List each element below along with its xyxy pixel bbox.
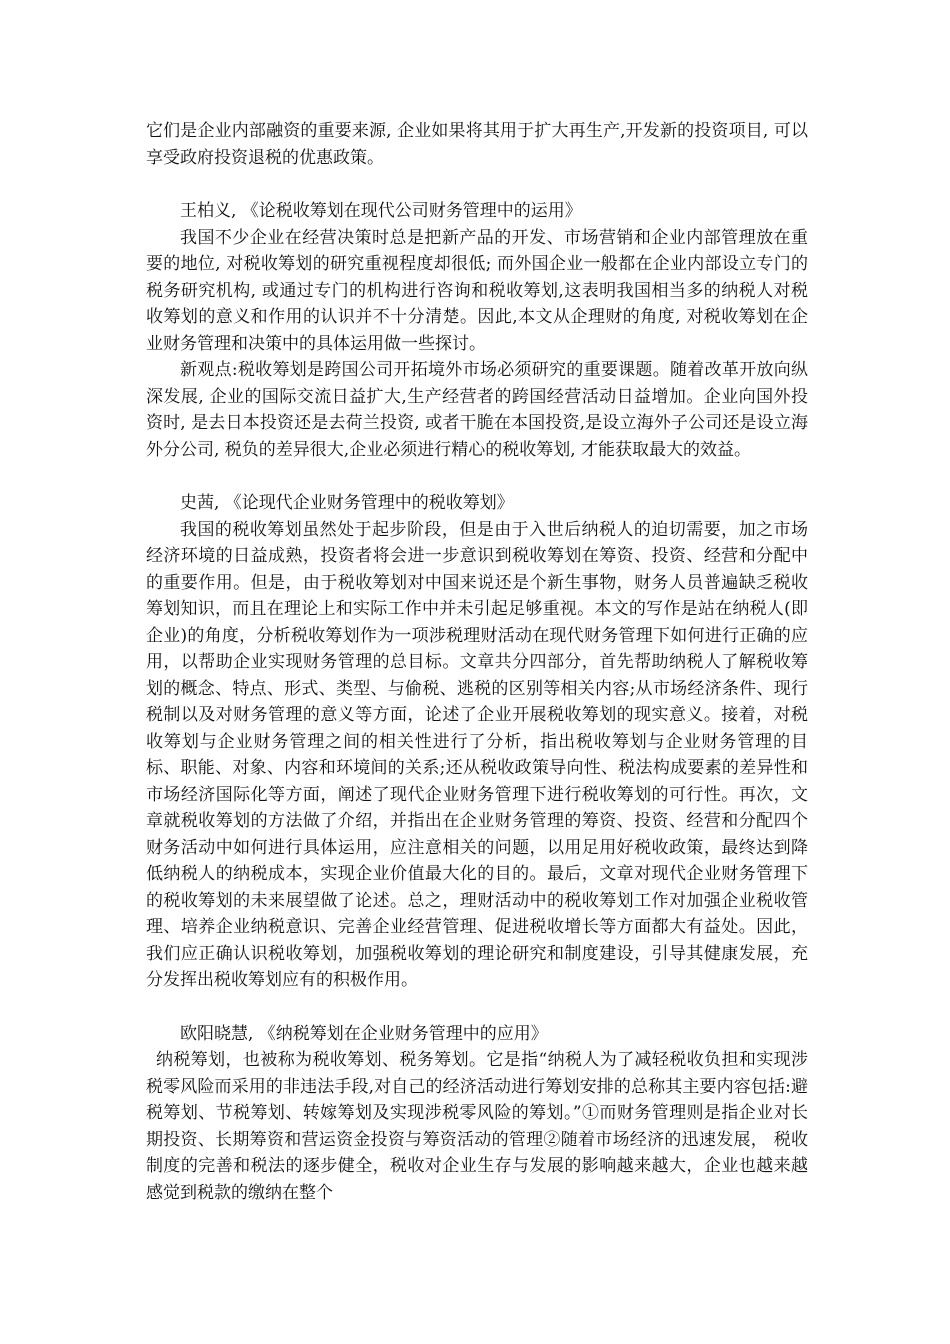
document-page [146, 118, 808, 1206]
body-paragraph: 我国的税收筹划虽然处于起步阶段，但是由于入世后纳税人的迫切需要，加之市场经济环境的日益成熟，投资者将会进一步意识到税收筹划在筹资、投资、经营和分配中的重要作用。但是，由于税收筹划对中国来说还是个新生事物，财务人员普遍缺乏税收筹划知识，而且在理论上和实际工作中并未引起足够重视。本文的写作是站在纳税人(即企业)的角度，分析税收筹划作为一项涉税理财活动在现代财务管理下如何进行正确的应用，以帮助企业实现财务管理的总目标。文章共分四部分，首先帮助纳税人了解税收筹划的概念、特点、形式、类型、与偷税、逃税的区别等相关内容;从市场经济条件、现行税制以及对财务管理的意义等方面，论述了企业开展税收筹划的现实意义。接着，对税收筹划与企业财务管理之间的相关性进行了分析，指出税收筹划与企业财务管理的目标、职能、对象、内容和环境间的关系;还从税收政策导向性、税法构成要素的差异性和市场经济国际化等方面，阐述了现代企业财务管理下进行税收筹划的可行性。再次，文章就税收筹划的方法做了介绍，并指出在企业财务管理的筹资、投资、经营和分配四个财务活动中如何进行具体运用，应注意相关的问题，以用足用好税收政策，最终达到降低纳税人的纳税成本，实现企业价值最大化的目的。最后，文章对现代企业财务管理下的税收筹划的未来展望做了论述。总之，理财活动中的税收筹划工作对加强企业税收管理、培养企业纳税意识、完善企业经营管理、促进税收增长等方面都大有益处。因此，我们应正确认识税收筹划，加强税收筹划的理论研究和制度建设，引导其健康发展，充分发挥出税收筹划应有的积极作用。 [146, 519, 808, 990]
body-paragraph: 我国不少企业在经营决策时总是把新产品的开发、市场营销和企业内部管理放在重要的地位, 对税收筹划的研究重视程度却很低; 而外国企业一般都在企业内部设立专门的税务研究机构, 或通过专门的机构进行咨询和税收筹划,这表明我国相当多的纳税人对税收筹划的意义和作用的认识并不十分清楚。因此,本文从企理财的角度, 对税收筹划在企业财务管理和决策中的具体运用做一些探讨。 [146, 227, 808, 354]
citation-heading: 欧阳晓慧, 《纳税筹划在企业财务管理中的应用》 [180, 1023, 548, 1044]
citation-heading: 史茜, 《论现代企业财务管理中的税收筹划》 [180, 493, 514, 513]
body-paragraph: 新观点:税收筹划是跨国公司开拓境外市场必须研究的重要课题。随着改革开放向纵深发展, 企业的国际交流日益扩大,生产经营者的跨国经营活动日益增加。企业向国外投资时, 是去日本投资还是去荷兰投资, 或者干脆在本国投资,是设立海外子公司还是设立海外分公司, 税负的差异很大,企业必须进行精心的税收筹划, 才能获取最大的效益。 [146, 360, 808, 460]
citation-heading: 王柏义, 《论税收筹划在现代公司财务管理中的运用》 [180, 201, 582, 221]
body-paragraph: 它们是企业内部融资的重要来源, 企业如果将其用于扩大再生产,开发新的投资项目, 可以享受政府投资退税的优惠政策。 [146, 121, 808, 168]
body-paragraph: 纳税筹划，也被称为税收筹划、税务筹划。它是指“纳税人为了减轻税收负担和实现涉税零风险而采用的非违法手段,对自己的经济活动进行筹划安排的总称其主要内容包括:避税筹划、节税筹划、转嫁筹划及实现涉税零风险的筹划。”①而财务管理则是指企业对长期投资、长期筹资和营运资金投资与筹资活动的管理②随着市场经济的迅速发展， 税收制度的完善和税法的逐步健全，税收对企业生存与发展的影响越来越大，企业也越来越感觉到税款的缴纳在整个 [146, 1050, 808, 1203]
